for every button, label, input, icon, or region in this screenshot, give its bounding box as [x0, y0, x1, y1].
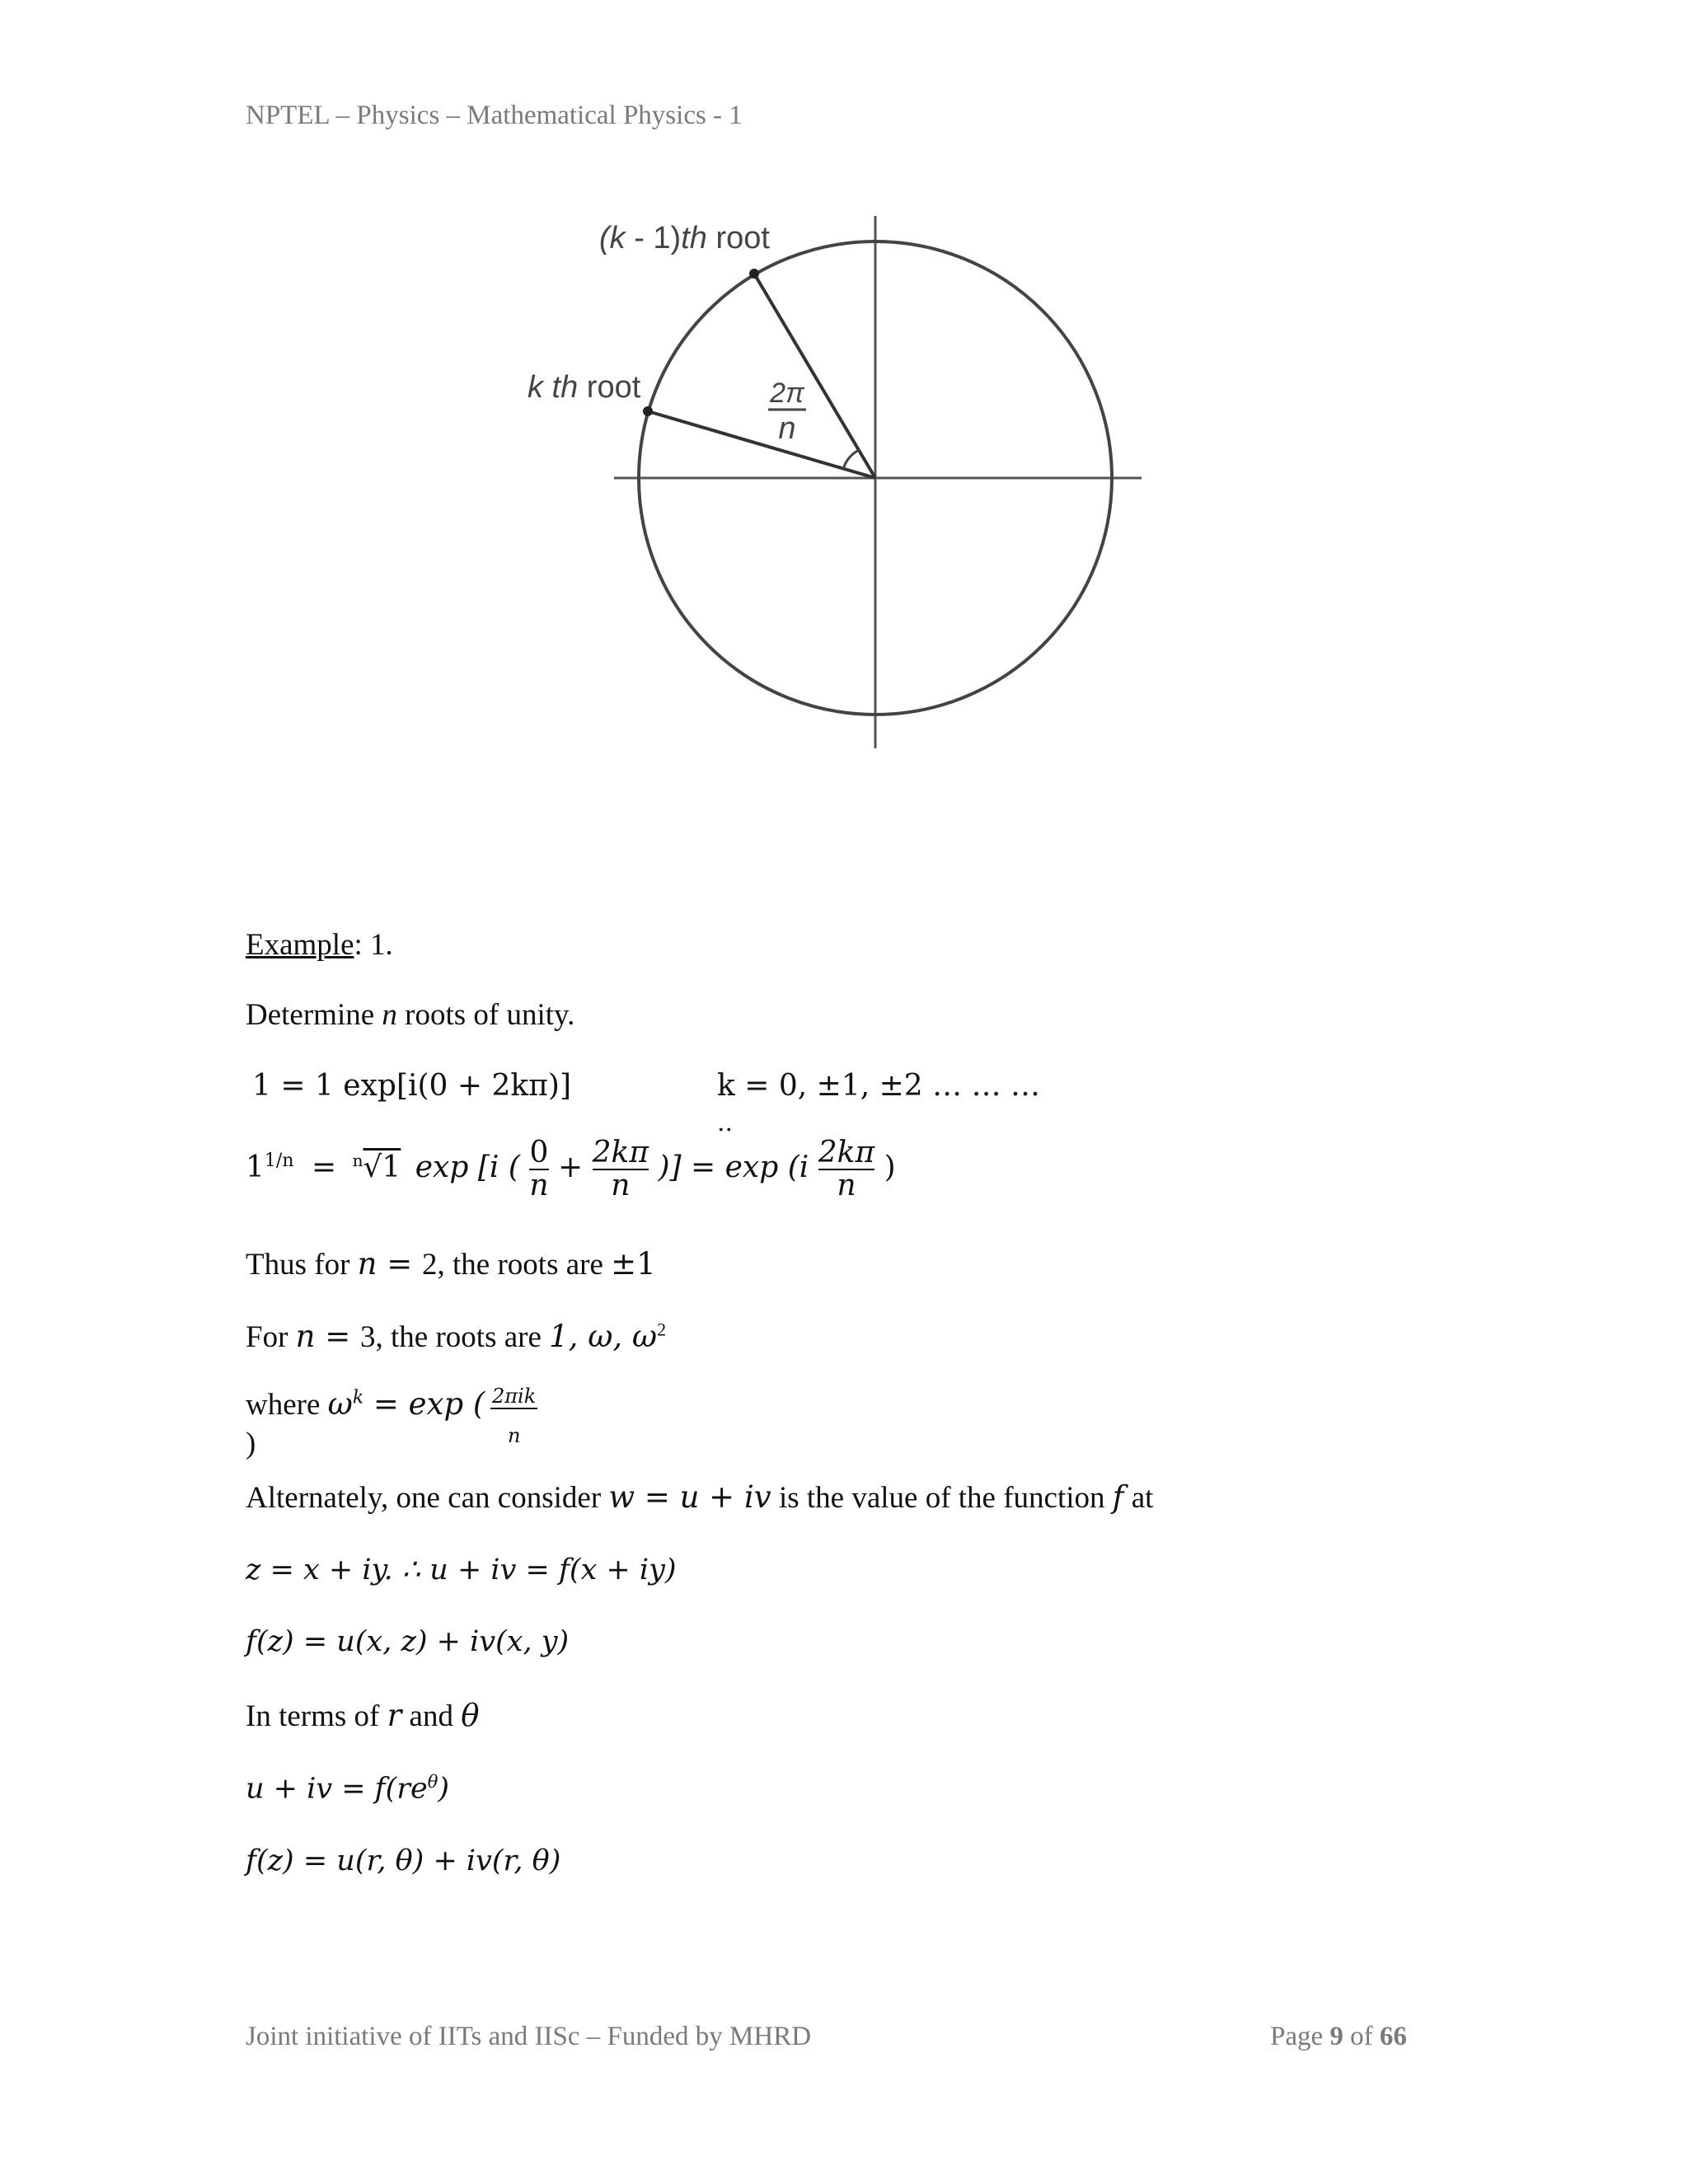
uiv-equation: u + iv = $f(re^\theta)$	[246, 1772, 450, 1806]
terms-line: In terms of r and θ	[246, 1698, 480, 1733]
where-close-paren: )	[246, 1427, 256, 1460]
thus-line: Thus for n = 2, the roots are ±1	[246, 1246, 656, 1282]
example-heading: Example: 1.	[246, 928, 393, 962]
where-fraction-denominator: n	[508, 1424, 521, 1447]
angle-label-numerator: 2π	[770, 377, 804, 409]
roots-circle-diagram	[0, 0, 1688, 824]
prev-root-point	[749, 269, 759, 279]
where-fraction-numerator: 2πik	[492, 1385, 537, 1408]
angle-label-denominator: n	[778, 411, 796, 446]
footer-credit: Joint initiative of IITs and IISc – Funded by MHRD	[246, 2022, 812, 2051]
z-equation: z = x + iy. ∴ u + iv = f(x + iy)	[246, 1554, 677, 1586]
k-root-label: k th root	[528, 370, 641, 405]
equation-1-right: k = 0, ±1, ±2 … … …	[717, 1069, 1041, 1103]
equation-2: $1^{1/n} = ^n√1$ exp [i ( $\frac{0}{n}$ + $\frac{2k\pi}{n}$ )] = exp (i $\frac{2k\pi}{n}$ )	[246, 1136, 896, 1202]
equation-1-left: 1 = 1 exp[i(0 + 2kπ)]	[252, 1069, 571, 1103]
page-header: NPTEL – Physics – Mathematical Physics - 1	[246, 101, 743, 130]
where-line: where $\omega^k = \exp$ (	[246, 1386, 485, 1422]
k-root-point	[643, 406, 653, 416]
prev-root-label: (k - 1)th root	[599, 221, 770, 255]
alternately-line: Alternately, one can consider w = u + iv is the value of the function f at	[246, 1479, 1154, 1515]
equation-1-dots: ..	[717, 1108, 734, 1137]
f-equation-xy: f(z) = u(x, z) + iv(x, y)	[246, 1625, 570, 1658]
determine-line: Determine n roots of unity.	[246, 998, 575, 1032]
page-number: Page 9 of 66	[1270, 2022, 1407, 2051]
for-line: For n = 3, the roots are 1, ω, $\omega^2$	[246, 1319, 667, 1354]
f-equation-polar: f(z) = u(r, θ) + iv(r, θ)	[246, 1844, 561, 1877]
angle-arc	[843, 450, 859, 469]
